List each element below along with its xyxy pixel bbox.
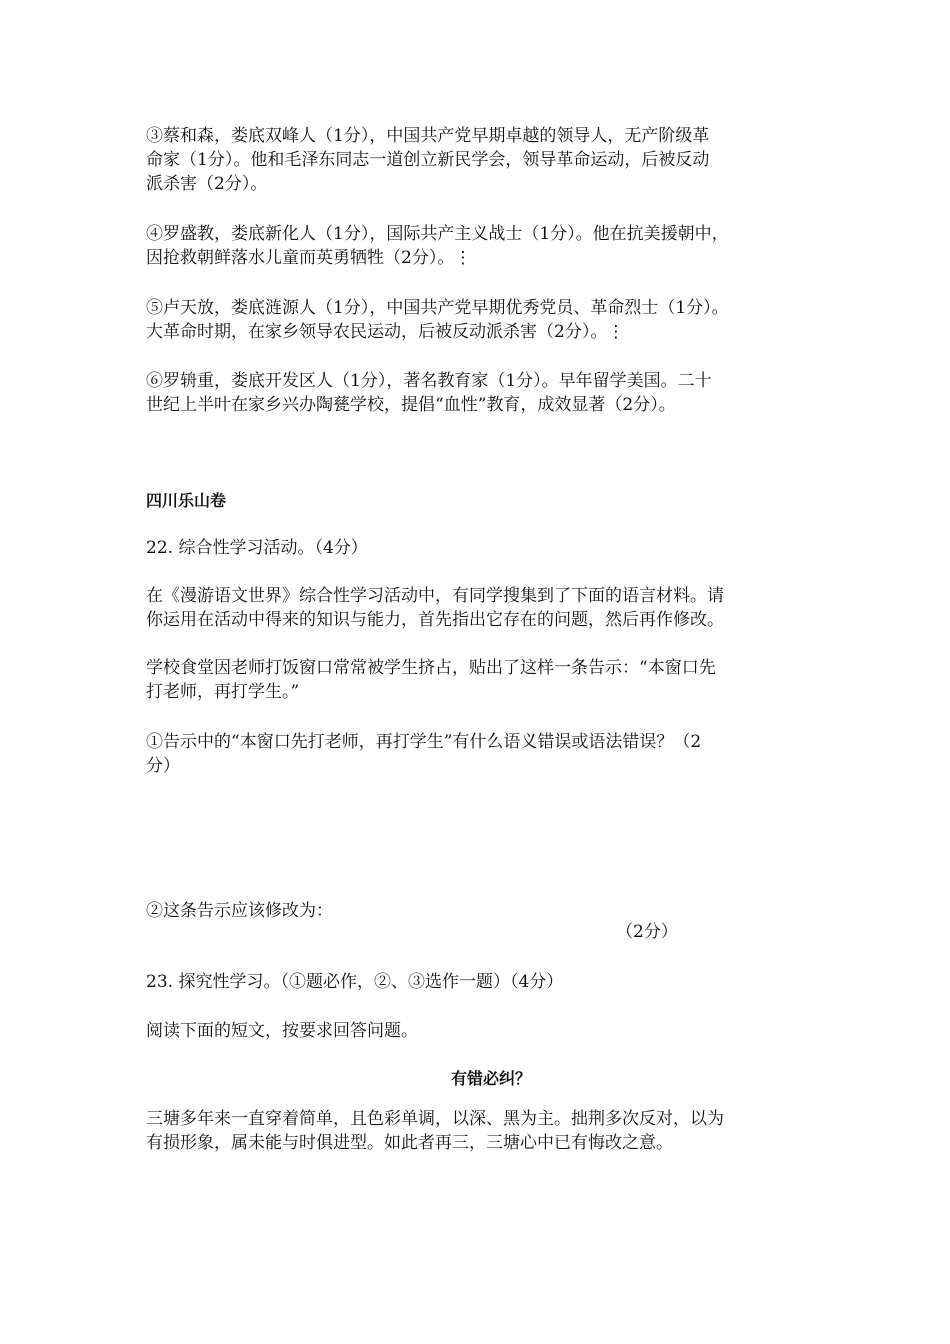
text-line: 23. 探究性学习。（①题必作，②、③选作一题）（4分） [146, 972, 564, 992]
text-line: 派杀害（2分）。 [146, 174, 268, 194]
text-line: 因抢救朝鲜落水儿童而英勇牺牲（2分）。⋮ [146, 248, 472, 268]
text-line: ②这条告示应该修改为： [146, 901, 333, 921]
section-title: 四川乐山卷 [146, 491, 227, 510]
text-line: 三塘多年来一直穿着简单，且色彩单调，以深、黑为主。拙荆多次反对，以为 [146, 1109, 724, 1129]
q22-sub2-score: （2分） [616, 922, 678, 942]
item-lu-tianfang [146, 296, 826, 344]
q23-title [146, 970, 826, 994]
text-line: ④罗盛教，娄底新化人（1分），国际共产主义战士（1分）。他在抗美援朝中， [146, 224, 729, 244]
text-line: ⑥罗辀重，娄底开发区人（1分），著名教育家（1分）。早年留学美国。二十 [146, 371, 712, 391]
text-line: ③蔡和森，娄底双峰人（1分），中国共产党早期卓越的领导人，无产阶级革 [146, 126, 710, 146]
text-line: 命家（1分）。他和毛泽东同志一道创立新民学会，领导革命运动，后被反动 [146, 150, 710, 170]
q22-sub1 [146, 730, 826, 778]
text-line: 22. 综合性学习活动。（4分） [146, 538, 368, 558]
text-line: 学校食堂因老师打饭窗口常常被学生挤占，贴出了这样一条告示：“本窗口先 [146, 658, 716, 678]
text-line: 分） [146, 756, 180, 776]
q23-instruction [146, 1019, 826, 1043]
text-line: 你运用在活动中得来的知识与能力，首先指出它存在的问题，然后再作修改。 [146, 610, 724, 630]
text-line: 打老师，再打学生。” [146, 682, 300, 702]
text-line: ⑤卢天放，娄底涟源人（1分），中国共产党早期优秀党员、革命烈士（1分）。 [146, 298, 729, 318]
text-line: 阅读下面的短文，按要求回答问题。 [146, 1021, 418, 1041]
item-luo-zhouzhong [146, 369, 826, 417]
item-luo-shengjiao [146, 222, 826, 270]
item-cai-hesen [146, 124, 826, 196]
text-line: 世纪上半叶在家乡兴办陶甆学校，提倡“血性”教育，成效显著（2分）。 [146, 395, 676, 415]
text-line: 大革命时期，在家乡领导农民运动，后被反动派杀害（2分）。⋮ [146, 322, 625, 342]
q22-material [146, 656, 826, 704]
text-line: 有损形象，属未能与时俱进型。如此者再三，三塘心中已有悔改之意。 [146, 1133, 673, 1153]
text-line: 在《漫游语文世界》综合性学习活动中，有同学搜集到了下面的语言材料。请 [146, 586, 724, 606]
q23-passage [146, 1107, 826, 1155]
passage-title: 有错必纠？ [450, 1069, 531, 1088]
text-line: ①告示中的“本窗口先打老师，再打学生”有什么语义错误或语法错误？（2 [146, 732, 702, 752]
q22-intro [146, 584, 826, 632]
q22-sub2 [146, 899, 826, 923]
q22-title [146, 536, 826, 560]
